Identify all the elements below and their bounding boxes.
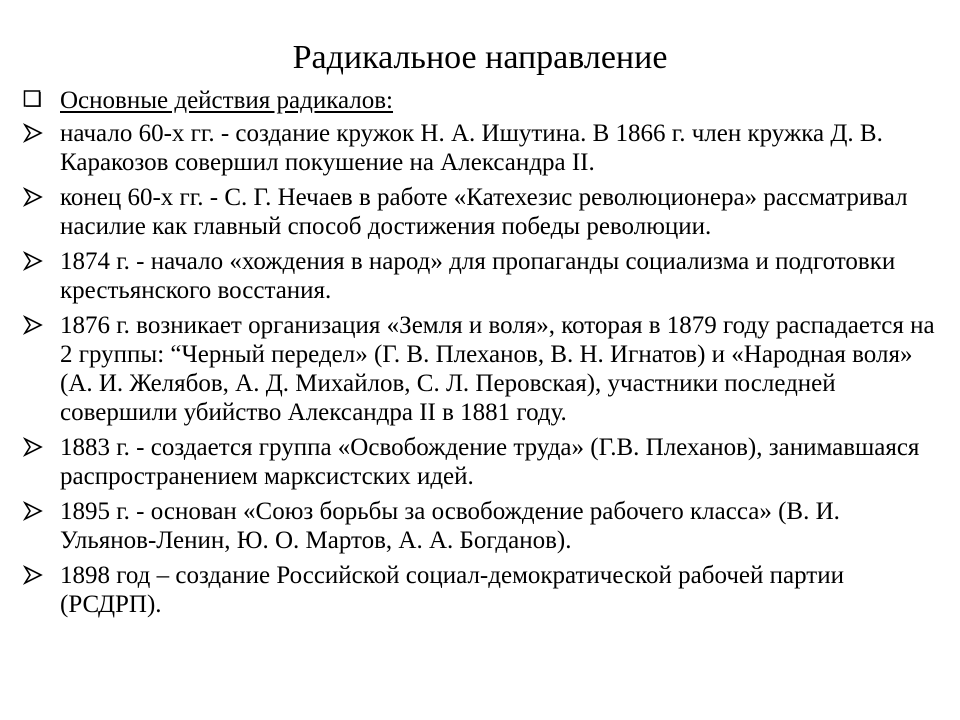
list-item	[20, 247, 935, 305]
list-item-text: 1883 г. - создается группа «Освобождение труда» (Г.В. Плеханов), занимавшаяся распространением марксистских идей.	[60, 434, 920, 490]
list-item	[20, 497, 935, 555]
arrow-bullet-icon	[22, 122, 44, 144]
list-item	[20, 183, 935, 241]
list-item-text: начало 60-х гг. - создание кружок Н. А. Ишутина. В 1866 г. член кружка Д. В. Каракозов совершил покушение на Александра II.	[60, 120, 883, 176]
checkbox-square-icon	[22, 89, 44, 111]
slide-title: Радикальное направление	[292, 39, 668, 76]
arrow-bullet-icon	[22, 186, 44, 208]
list-item-text: 1898 год – создание Российской социал-демократической рабочей партии (РСДРП).	[60, 562, 844, 618]
list-item	[20, 561, 935, 619]
list-heading-text: Основные действия радикалов:	[60, 87, 394, 114]
arrow-bullet-icon	[22, 314, 44, 336]
arrow-bullet-icon	[22, 500, 44, 522]
bullet-list	[20, 86, 935, 625]
list-item	[20, 433, 935, 491]
list-item-text: 1895 г. - основан «Союз борьбы за освобождение рабочего класса» (В. И. Ульянов-Ленин, Ю. О. Мартов, А. А. Богданов).	[60, 498, 840, 554]
list-item	[20, 311, 935, 427]
list-item-text: 1874 г. - начало «хождения в народ» для пропаганды социализма и подготовки крестьянского восстания.	[60, 248, 896, 304]
arrow-bullet-icon	[22, 250, 44, 272]
arrow-bullet-icon	[22, 564, 44, 586]
list-item	[20, 119, 935, 177]
list-item-text: конец 60-х гг. - С. Г. Нечаев в работе «Катехезис революционера» рассматривал насилие как главный способ достижения победы революции.	[60, 184, 908, 240]
list-heading	[20, 86, 935, 115]
arrow-bullet-icon	[22, 436, 44, 458]
list-item-text: 1876 г. возникает организация «Земля и воля», которая в 1879 году распадается на 2 группы: “Черный передел» (Г. В. Плеханов, В. Н. Игнатов) и «Народная воля» (А. И. Желябов, А. Д. Михайлов, С. Л. Перовская), участники последней совершили убийство Александра II в 1881 году.	[60, 312, 935, 426]
